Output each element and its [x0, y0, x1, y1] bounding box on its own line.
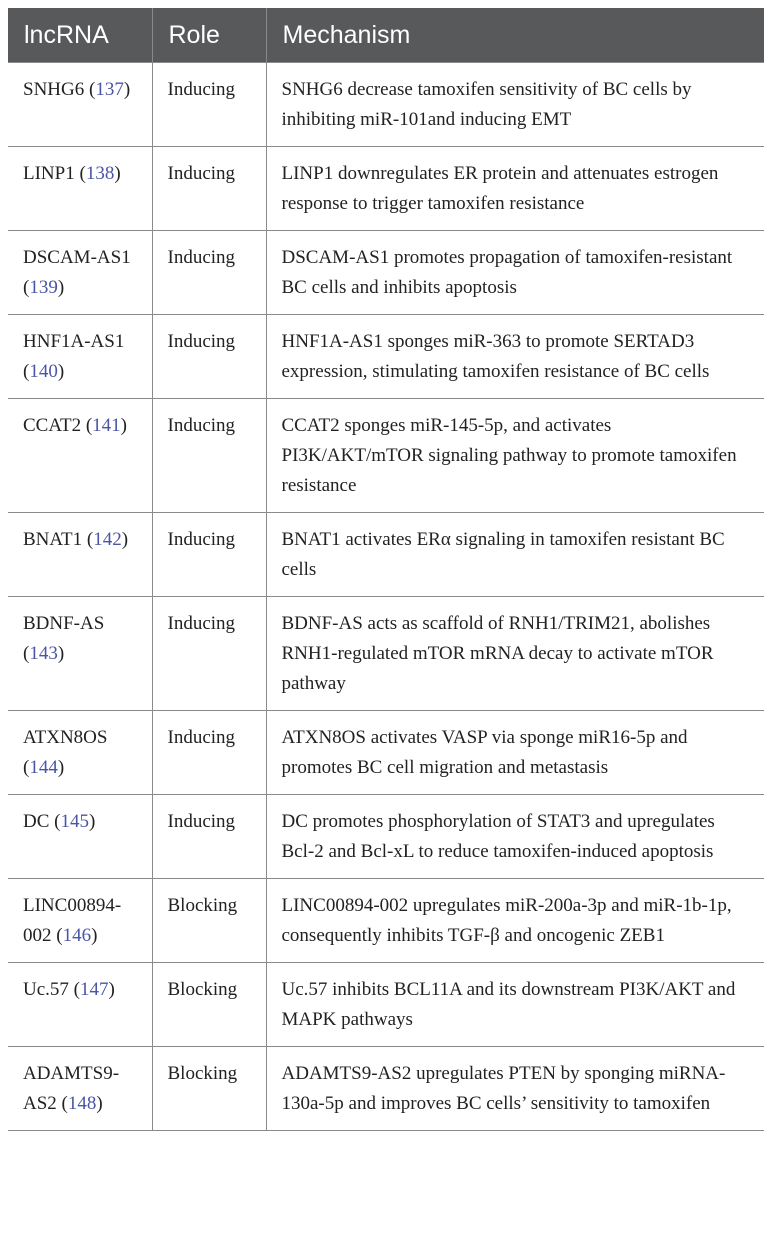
reference-link[interactable]: 148 — [67, 1093, 97, 1114]
mechanism-cell: SNHG6 decrease tamoxifen sensitivity of BC cells by inhibiting miR-101and inducing EMT — [266, 63, 764, 147]
lncrna-cell: Uc.57 (147) — [8, 963, 152, 1047]
lncrna-cell: BDNF-AS (143) — [8, 597, 152, 711]
lncrna-name: LINC00894-002 — [23, 895, 122, 946]
table-row — [8, 63, 764, 147]
reference-link[interactable]: 142 — [93, 529, 122, 550]
header-lncrna: lncRNA — [8, 8, 152, 63]
mechanism-cell: ADAMTS9-AS2 upregulates PTEN by sponging miRNA-130a-5p and improves BC cells’ sensitivity to tamoxifen — [266, 1047, 764, 1131]
role-cell: Inducing — [152, 513, 266, 597]
mechanism-cell: LINC00894-002 upregulates miR-200a-3p and miR-1b-1p, consequently inhibits TGF-β and oncogenic ZEB1 — [266, 879, 764, 963]
lncrna-name: HNF1A-AS1 — [23, 331, 125, 352]
reference-link[interactable]: 145 — [60, 811, 89, 832]
table-row — [8, 231, 764, 315]
lncrna-cell: BNAT1 (142) — [8, 513, 152, 597]
role-cell: Inducing — [152, 711, 266, 795]
lncrna-cell: HNF1A-AS1 (140) — [8, 315, 152, 399]
lncrna-cell: DSCAM-AS1 (139) — [8, 231, 152, 315]
header-mechanism: Mechanism — [266, 8, 764, 63]
table-row — [8, 879, 764, 963]
mechanism-cell: BNAT1 activates ERα signaling in tamoxifen resistant BC cells — [266, 513, 764, 597]
lncrna-cell: LINP1 (138) — [8, 147, 152, 231]
lncrna-cell: ATXN8OS (144) — [8, 711, 152, 795]
role-cell: Inducing — [152, 399, 266, 513]
lncrna-name: CCAT2 — [23, 415, 82, 436]
lncrna-name: DSCAM-AS1 — [23, 247, 131, 268]
role-cell: Blocking — [152, 1047, 266, 1131]
lncrna-cell: LINC00894-002 (146) — [8, 879, 152, 963]
reference-link[interactable]: 141 — [92, 415, 121, 436]
lncrna-cell: DC (145) — [8, 795, 152, 879]
reference-link[interactable]: 138 — [85, 163, 115, 184]
mechanism-cell: LINP1 downregulates ER protein and attenuates estrogen response to trigger tamoxifen resistance — [266, 147, 764, 231]
reference-link[interactable]: 140 — [29, 361, 58, 382]
header-role: Role — [152, 8, 266, 63]
table-row — [8, 963, 764, 1047]
role-cell: Inducing — [152, 795, 266, 879]
mechanism-cell: ATXN8OS activates VASP via sponge miR16-5p and promotes BC cell migration and metastasis — [266, 711, 764, 795]
lncrna-name: BNAT1 — [23, 529, 83, 550]
reference-link[interactable]: 144 — [29, 757, 58, 778]
role-cell: Inducing — [152, 597, 266, 711]
table-row — [8, 597, 764, 711]
lncrna-name: DC — [23, 811, 50, 832]
mechanism-cell: BDNF-AS acts as scaffold of RNH1/TRIM21, abolishes RNH1-regulated mTOR mRNA decay to activate mTOR pathway — [266, 597, 764, 711]
role-cell: Blocking — [152, 963, 266, 1047]
table-row — [8, 711, 764, 795]
role-cell: Inducing — [152, 231, 266, 315]
lncrna-name: ADAMTS9-AS2 — [23, 1063, 120, 1114]
lncrna-name: ATXN8OS — [23, 727, 108, 748]
table-row — [8, 513, 764, 597]
lncrna-name: Uc.57 — [23, 979, 69, 1000]
lncrna-table — [8, 8, 764, 1131]
role-cell: Inducing — [152, 63, 266, 147]
reference-link[interactable]: 143 — [29, 643, 58, 664]
reference-link[interactable]: 139 — [29, 277, 58, 298]
lncrna-name: SNHG6 — [23, 79, 85, 100]
table-row — [8, 795, 764, 879]
mechanism-cell: CCAT2 sponges miR-145-5p, and activates PI3K/AKT/mTOR signaling pathway to promote tamoxifen resistance — [266, 399, 764, 513]
reference-link[interactable]: 137 — [95, 79, 124, 100]
lncrna-cell: ADAMTS9-AS2 (148) — [8, 1047, 152, 1131]
mechanism-cell: DSCAM-AS1 promotes propagation of tamoxifen-resistant BC cells and inhibits apoptosis — [266, 231, 764, 315]
lncrna-name: BDNF-AS — [23, 613, 105, 634]
mechanism-cell: HNF1A-AS1 sponges miR-363 to promote SERTAD3 expression, stimulating tamoxifen resistance of BC cells — [266, 315, 764, 399]
lncrna-cell: SNHG6 (137) — [8, 63, 152, 147]
table-row — [8, 147, 764, 231]
mechanism-cell: Uc.57 inhibits BCL11A and its downstream PI3K/AKT and MAPK pathways — [266, 963, 764, 1047]
reference-link[interactable]: 147 — [79, 979, 109, 1000]
table-row — [8, 399, 764, 513]
lncrna-cell: CCAT2 (141) — [8, 399, 152, 513]
role-cell: Blocking — [152, 879, 266, 963]
table-row — [8, 1047, 764, 1131]
mechanism-cell: DC promotes phosphorylation of STAT3 and upregulates Bcl-2 and Bcl-xL to reduce tamoxifen-induced apoptosis — [266, 795, 764, 879]
role-cell: Inducing — [152, 147, 266, 231]
table-row — [8, 315, 764, 399]
lncrna-name: LINP1 — [23, 163, 75, 184]
reference-link[interactable]: 146 — [62, 925, 92, 946]
role-cell: Inducing — [152, 315, 266, 399]
header-row — [8, 8, 764, 63]
